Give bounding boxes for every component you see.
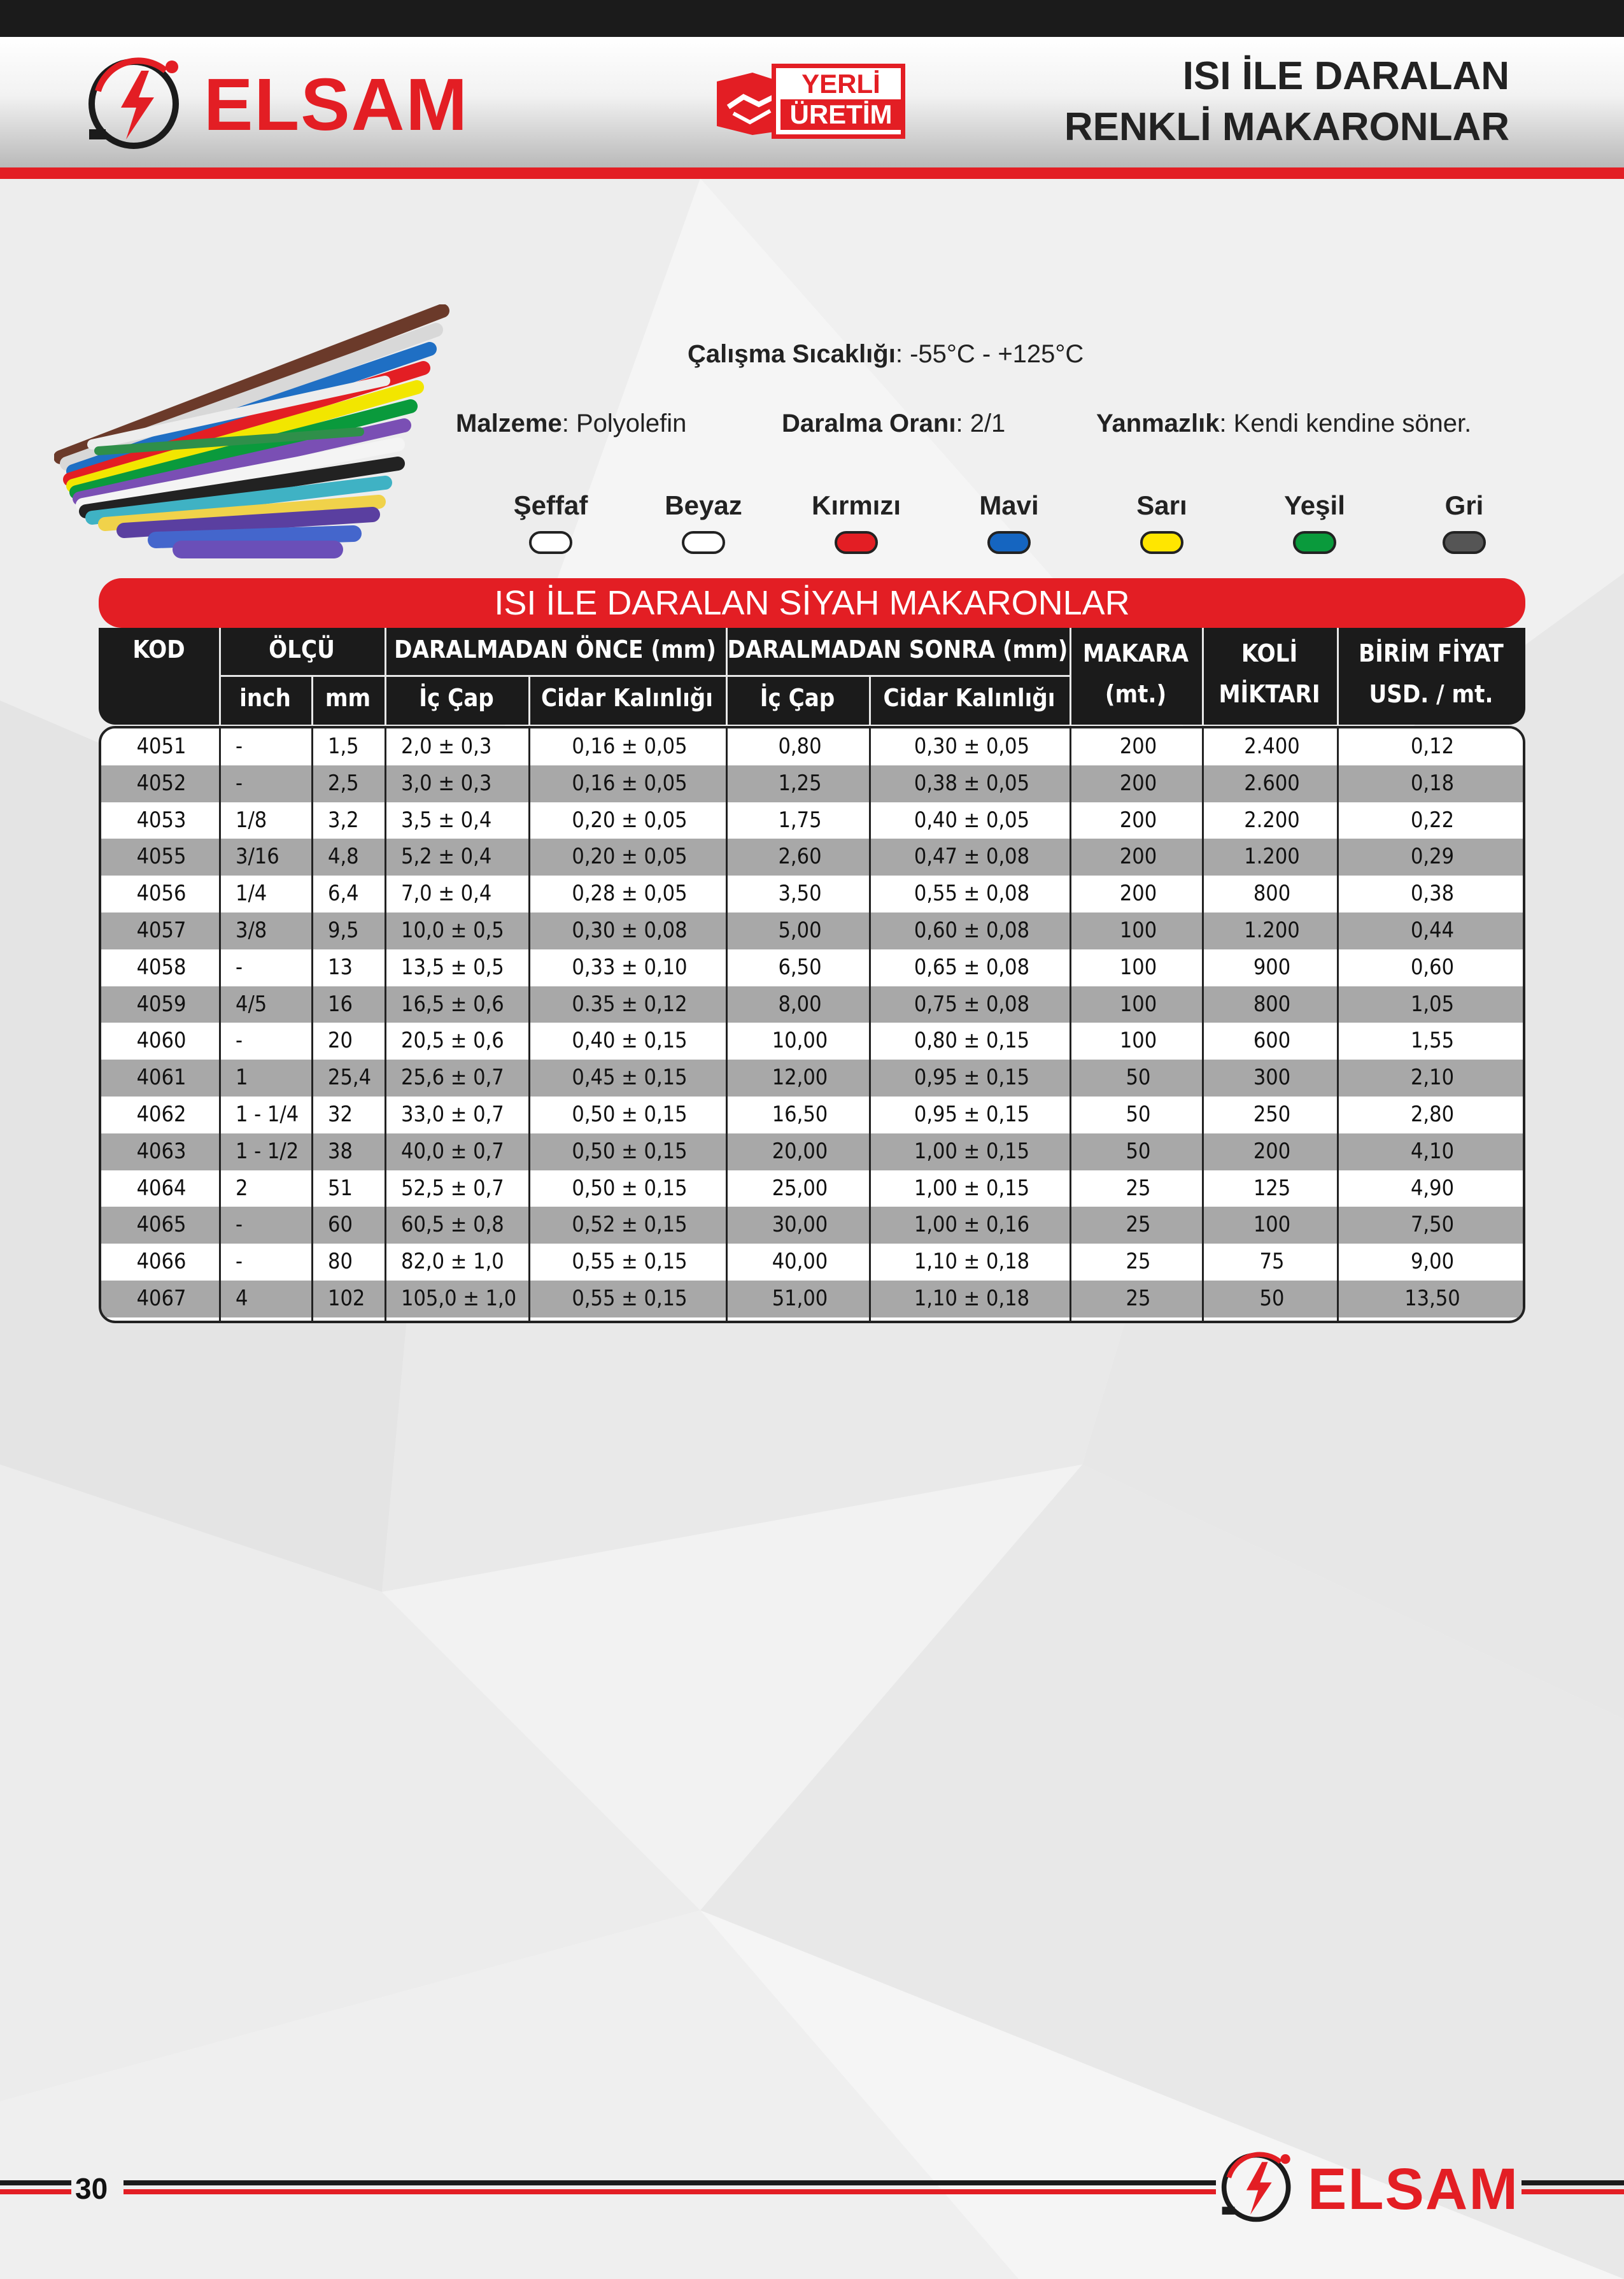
table-row (101, 1281, 1523, 1317)
table-column-divider (1070, 728, 1071, 1321)
cell-koli: 100 (1253, 1212, 1291, 1238)
cell-once-ic-cap: 52,5 ± 0,7 (401, 1175, 504, 1201)
cell-fiyat: 2,10 (1410, 1065, 1455, 1091)
cell-makara: 100 (1119, 918, 1157, 943)
cell-fiyat: 0,44 (1410, 918, 1455, 943)
cell-kod: 4065 (136, 1212, 187, 1238)
table-row (101, 912, 1523, 949)
cell-fiyat: 0,38 (1410, 881, 1455, 907)
cell-once-ic-cap: 82,0 ± 1,0 (401, 1249, 504, 1275)
cell-mm: 20 (328, 1028, 353, 1054)
cell-koli: 75 (1259, 1249, 1285, 1275)
cell-fiyat: 0,12 (1410, 734, 1455, 759)
cell-sonra-cidar: 1,10 ± 0,18 (914, 1286, 1030, 1311)
color-name: Kırmızı (811, 490, 901, 520)
cell-mm: 1,5 (328, 734, 359, 759)
cell-koli: 1.200 (1244, 844, 1300, 870)
cell-once-cidar: 0,45 ± 0,15 (572, 1065, 688, 1091)
cell-kod: 4060 (136, 1028, 187, 1054)
cell-once-ic-cap: 5,2 ± 0,4 (401, 844, 492, 870)
cell-inch: 1 (236, 1065, 248, 1091)
table-column-divider (219, 728, 221, 1321)
cell-sonra-ic-cap: 40,00 (772, 1249, 828, 1275)
col-header-mm: mm (325, 684, 371, 712)
cell-makara: 25 (1126, 1249, 1151, 1275)
cell-once-cidar: 0,40 ± 0,15 (572, 1028, 688, 1054)
cell-once-cidar: 0,28 ± 0,05 (572, 881, 688, 907)
cell-mm: 80 (328, 1249, 353, 1275)
cell-mm: 6,4 (328, 881, 359, 907)
cell-makara: 200 (1119, 807, 1157, 833)
cell-sonra-ic-cap: 5,00 (778, 918, 822, 943)
cell-mm: 3,2 (328, 807, 359, 833)
cell-sonra-ic-cap: 0,80 (778, 734, 822, 759)
table-row (101, 1097, 1523, 1133)
cell-makara: 100 (1119, 991, 1157, 1017)
col-header-olcu: ÖLÇÜ (269, 635, 335, 664)
cell-mm: 4,8 (328, 844, 359, 870)
cell-sonra-cidar: 0,65 ± 0,08 (914, 954, 1030, 980)
color-swatch (529, 531, 572, 554)
table-column-divider (311, 728, 313, 1321)
color-swatch (682, 531, 725, 554)
cell-mm: 102 (328, 1286, 365, 1311)
cell-fiyat: 4,90 (1410, 1175, 1455, 1201)
cell-once-ic-cap: 20,5 ± 0,6 (401, 1028, 504, 1054)
table-column-divider (385, 728, 386, 1321)
cell-sonra-cidar: 0,47 ± 0,08 (914, 844, 1030, 870)
cell-koli: 50 (1259, 1286, 1285, 1311)
cell-makara: 25 (1126, 1286, 1151, 1311)
cell-kod: 4053 (136, 807, 187, 833)
col-header-once-ic-cap: İç Çap (419, 684, 494, 712)
cell-makara: 200 (1119, 770, 1157, 796)
color-name: Gri (1444, 490, 1484, 520)
color-name: Mavi (979, 490, 1039, 520)
cell-inch: 1 - 1/4 (236, 1102, 299, 1127)
col-header-once-cidar: Cidar Kalınlığı (540, 684, 713, 712)
cell-once-cidar: 0,20 ± 0,05 (572, 807, 688, 833)
table-row (101, 986, 1523, 1023)
cell-sonra-ic-cap: 51,00 (772, 1286, 828, 1311)
cell-kod: 4059 (136, 991, 187, 1017)
spec-temperature-value: : -55°C - +125°C (895, 340, 1084, 368)
spec-ratio-value: : 2/1 (956, 409, 1006, 437)
cell-sonra-cidar: 1,00 ± 0,15 (914, 1175, 1030, 1201)
cell-makara: 25 (1126, 1212, 1151, 1238)
top-dark-bar (0, 0, 1624, 37)
page-number: 30 (75, 2172, 108, 2205)
cell-inch: - (236, 1212, 243, 1238)
cell-sonra-cidar: 0,80 ± 0,15 (914, 1028, 1030, 1054)
cell-fiyat: 0,18 (1410, 770, 1455, 796)
table-row (101, 1244, 1523, 1281)
cell-sonra-cidar: 0,30 ± 0,05 (914, 734, 1030, 759)
cell-fiyat: 2,80 (1410, 1102, 1455, 1127)
cell-koli: 1.200 (1244, 918, 1300, 943)
cell-once-cidar: 0,55 ± 0,15 (572, 1249, 688, 1275)
table-column-divider (726, 728, 728, 1321)
cell-inch: 1/4 (236, 881, 267, 907)
cell-mm: 9,5 (328, 918, 359, 943)
cell-sonra-cidar: 0,95 ± 0,15 (914, 1065, 1030, 1091)
cell-sonra-ic-cap: 8,00 (778, 991, 822, 1017)
spec-material-value: : Polyolefin (561, 409, 687, 437)
spec-flammability-value: : Kendi kendine söner. (1219, 409, 1472, 437)
col-header-sonra-ic-cap: İç Çap (759, 684, 835, 712)
cell-sonra-cidar: 1,10 ± 0,18 (914, 1249, 1030, 1275)
cell-kod: 4058 (136, 954, 187, 980)
color-swatch (835, 531, 878, 554)
spec-ratio-label: Daralma Oranı (782, 409, 956, 437)
table-row (101, 1207, 1523, 1244)
table-column-divider (869, 728, 871, 1321)
cell-sonra-cidar: 1,00 ± 0,16 (914, 1212, 1030, 1238)
cell-mm: 51 (328, 1175, 353, 1201)
cell-koli: 800 (1253, 991, 1291, 1017)
col-header-koli: KOLİ (1241, 639, 1298, 667)
footer-brand-logo (1217, 2146, 1523, 2229)
badge-line2: ÜRETİM (780, 99, 901, 130)
table-row (101, 1060, 1523, 1097)
cell-mm: 25,4 (328, 1065, 372, 1091)
cell-once-ic-cap: 3,0 ± 0,3 (401, 770, 492, 796)
brand-name: ELSAM (204, 63, 469, 146)
cell-mm: 38 (328, 1138, 353, 1164)
lightning-plug-icon (1217, 2147, 1300, 2227)
cell-sonra-ic-cap: 1,75 (778, 807, 822, 833)
cell-kod: 4063 (136, 1138, 187, 1164)
footer-line-right-dark (1522, 2180, 1624, 2185)
cell-once-ic-cap: 40,0 ± 0,7 (401, 1138, 504, 1164)
color-swatch (1293, 531, 1336, 554)
page-title-line2: RENKLİ MAKARONLAR (1064, 105, 1509, 149)
cell-once-cidar: 0,55 ± 0,15 (572, 1286, 688, 1311)
table-column-divider (1337, 728, 1339, 1321)
cell-koli: 125 (1253, 1175, 1291, 1201)
table-column-divider (528, 728, 530, 1321)
cell-kod: 4067 (136, 1286, 187, 1311)
local-production-badge (714, 64, 912, 143)
table-row (101, 1023, 1523, 1060)
footer-line-right-red (1522, 2189, 1624, 2194)
cell-sonra-ic-cap: 2,60 (778, 844, 822, 870)
spec-temperature-label: Çalışma Sıcaklığı (688, 340, 896, 368)
color-name: Yeşil (1284, 490, 1345, 520)
cell-makara: 100 (1119, 954, 1157, 980)
table-row (101, 839, 1523, 876)
cell-once-cidar: 0,16 ± 0,05 (572, 770, 688, 796)
cell-sonra-cidar: 0,40 ± 0,05 (914, 807, 1030, 833)
table-row (101, 876, 1523, 912)
cell-makara: 50 (1126, 1138, 1151, 1164)
cell-koli: 900 (1253, 954, 1291, 980)
cell-koli: 800 (1253, 881, 1291, 907)
cell-once-ic-cap: 10,0 ± 0,5 (401, 918, 504, 943)
cell-sonra-ic-cap: 10,00 (772, 1028, 828, 1054)
col-header-inch: inch (239, 684, 291, 712)
color-name: Şeffaf (513, 490, 588, 520)
cell-sonra-ic-cap: 6,50 (778, 954, 822, 980)
cell-koli: 600 (1253, 1028, 1291, 1054)
cell-mm: 60 (328, 1212, 353, 1238)
color-name: Beyaz (665, 490, 742, 520)
cell-once-cidar: 0,33 ± 0,10 (572, 954, 688, 980)
cell-sonra-cidar: 0,75 ± 0,08 (914, 991, 1030, 1017)
color-options (0, 490, 1624, 567)
cell-kod: 4055 (136, 844, 187, 870)
cell-inch: 2 (236, 1175, 248, 1201)
cell-sonra-cidar: 0,60 ± 0,08 (914, 918, 1030, 943)
cell-inch: - (236, 1028, 243, 1054)
col-header-koli-miktari: MİKTARI (1218, 680, 1320, 708)
cell-sonra-ic-cap: 20,00 (772, 1138, 828, 1164)
cell-sonra-ic-cap: 12,00 (772, 1065, 828, 1091)
header-red-line (0, 167, 1624, 179)
cell-kod: 4057 (136, 918, 187, 943)
cell-sonra-cidar: 0,95 ± 0,15 (914, 1102, 1030, 1127)
cell-inch: - (236, 770, 243, 796)
cell-once-cidar: 0,50 ± 0,15 (572, 1175, 688, 1201)
color-swatch (1443, 531, 1486, 554)
cell-sonra-ic-cap: 25,00 (772, 1175, 828, 1201)
cell-mm: 16 (328, 991, 353, 1017)
cell-fiyat: 0,22 (1410, 807, 1455, 833)
cell-makara: 200 (1119, 881, 1157, 907)
cell-makara: 50 (1126, 1102, 1151, 1127)
cell-koli: 250 (1253, 1102, 1291, 1127)
spec-shrink-ratio (782, 409, 1005, 438)
spec-flammability-label: Yanmazlık (1096, 409, 1220, 437)
cell-inch: 1/8 (236, 807, 267, 833)
table-header (99, 628, 1525, 725)
table-row (101, 765, 1523, 802)
col-header-makara-unit: (mt.) (1105, 680, 1167, 708)
spec-temperature (688, 340, 1084, 369)
cell-once-ic-cap: 25,6 ± 0,7 (401, 1065, 504, 1091)
cell-fiyat: 7,50 (1410, 1212, 1455, 1238)
cell-once-ic-cap: 33,0 ± 0,7 (401, 1102, 504, 1127)
cell-inch: - (236, 954, 243, 980)
cell-inch: 1 - 1/2 (236, 1138, 299, 1164)
cell-sonra-ic-cap: 16,50 (772, 1102, 828, 1127)
cell-once-cidar: 0,50 ± 0,15 (572, 1102, 688, 1127)
cell-once-ic-cap: 105,0 ± 1,0 (401, 1286, 517, 1311)
cell-fiyat: 1,05 (1410, 991, 1455, 1017)
cell-makara: 200 (1119, 734, 1157, 759)
cell-once-cidar: 0.35 ± 0,12 (572, 991, 688, 1017)
table-row (101, 728, 1523, 765)
cell-once-cidar: 0,30 ± 0,08 (572, 918, 688, 943)
footer-line-mid-red (124, 2189, 1216, 2194)
cell-inch: 4 (236, 1286, 248, 1311)
col-header-makara: MAKARA (1082, 639, 1189, 667)
cell-fiyat: 0,29 (1410, 844, 1455, 870)
table-title: ISI İLE DARALAN SİYAH MAKARONLAR (99, 578, 1525, 628)
cell-sonra-ic-cap: 3,50 (778, 881, 822, 907)
col-header-kod: KOD (132, 635, 185, 664)
cell-sonra-cidar: 0,55 ± 0,08 (914, 881, 1030, 907)
cell-once-ic-cap: 7,0 ± 0,4 (401, 881, 492, 907)
cell-fiyat: 0,60 (1410, 954, 1455, 980)
cell-kod: 4056 (136, 881, 187, 907)
cell-sonra-cidar: 0,38 ± 0,05 (914, 770, 1030, 796)
cell-makara: 200 (1119, 844, 1157, 870)
cell-makara: 100 (1119, 1028, 1157, 1054)
cell-fiyat: 9,00 (1410, 1249, 1455, 1275)
cell-once-ic-cap: 16,5 ± 0,6 (401, 991, 504, 1017)
cell-once-ic-cap: 2,0 ± 0,3 (401, 734, 492, 759)
cell-mm: 13 (328, 954, 353, 980)
lightning-plug-icon (83, 53, 191, 155)
cell-kod: 4061 (136, 1065, 187, 1091)
table-row (101, 1170, 1523, 1207)
cell-kod: 4062 (136, 1102, 187, 1127)
cell-kod: 4051 (136, 734, 187, 759)
cell-once-cidar: 0,50 ± 0,15 (572, 1138, 688, 1164)
page-title-line1: ISI İLE DARALAN (1182, 54, 1509, 98)
cell-makara: 50 (1126, 1065, 1151, 1091)
spec-material-label: Malzeme (456, 409, 562, 437)
cell-once-cidar: 0,16 ± 0,05 (572, 734, 688, 759)
cell-fiyat: 1,55 (1410, 1028, 1455, 1054)
cell-mm: 2,5 (328, 770, 359, 796)
footer-line-left-red (0, 2189, 71, 2194)
price-table (99, 726, 1525, 1323)
table-row (101, 1133, 1523, 1170)
col-header-sonra-cidar: Cidar Kalınlığı (883, 684, 1056, 712)
cell-once-ic-cap: 60,5 ± 0,8 (401, 1212, 504, 1238)
cell-koli: 200 (1253, 1138, 1291, 1164)
cell-sonra-cidar: 1,00 ± 0,15 (914, 1138, 1030, 1164)
cell-koli: 300 (1253, 1065, 1291, 1091)
col-header-fiyat-unit: USD. / mt. (1369, 680, 1493, 708)
table-column-divider (1202, 728, 1204, 1321)
color-swatch (1140, 531, 1183, 554)
page-title (1064, 51, 1509, 153)
cell-koli: 2.600 (1244, 770, 1300, 796)
cell-once-cidar: 0,52 ± 0,15 (572, 1212, 688, 1238)
cell-sonra-ic-cap: 1,25 (778, 770, 822, 796)
cell-kod: 4066 (136, 1249, 187, 1275)
col-header-sonra: DARALMADAN SONRA (mm) (727, 635, 1068, 664)
table-row (101, 802, 1523, 839)
cell-inch: - (236, 734, 243, 759)
col-header-once: DARALMADAN ÖNCE (mm) (394, 635, 716, 664)
color-swatch (987, 531, 1031, 554)
cell-kod: 4064 (136, 1175, 187, 1201)
cell-sonra-ic-cap: 30,00 (772, 1212, 828, 1238)
cell-once-cidar: 0,20 ± 0,05 (572, 844, 688, 870)
footer-line-left-dark (0, 2180, 71, 2185)
cell-inch: 3/8 (236, 918, 267, 943)
table-row (101, 949, 1523, 986)
cell-fiyat: 4,10 (1410, 1138, 1455, 1164)
color-name: Sarı (1136, 490, 1187, 520)
cell-once-ic-cap: 13,5 ± 0,5 (401, 954, 504, 980)
spec-flammability (1096, 409, 1471, 438)
badge-line1: YERLİ (801, 69, 880, 99)
brand-logo (83, 53, 477, 155)
footer-brand-name: ELSAM (1308, 2157, 1519, 2222)
cell-koli: 2.400 (1244, 734, 1300, 759)
cell-inch: - (236, 1249, 243, 1275)
col-header-fiyat: BİRİM FİYAT (1359, 639, 1504, 667)
cell-koli: 2.200 (1244, 807, 1300, 833)
footer-line-mid-dark (124, 2180, 1216, 2185)
cell-inch: 3/16 (236, 844, 279, 870)
cell-makara: 25 (1126, 1175, 1151, 1201)
cell-inch: 4/5 (236, 991, 267, 1017)
cell-fiyat: 13,50 (1404, 1286, 1460, 1311)
cell-once-ic-cap: 3,5 ± 0,4 (401, 807, 492, 833)
spec-material (456, 409, 686, 438)
cell-mm: 32 (328, 1102, 353, 1127)
cell-kod: 4052 (136, 770, 187, 796)
